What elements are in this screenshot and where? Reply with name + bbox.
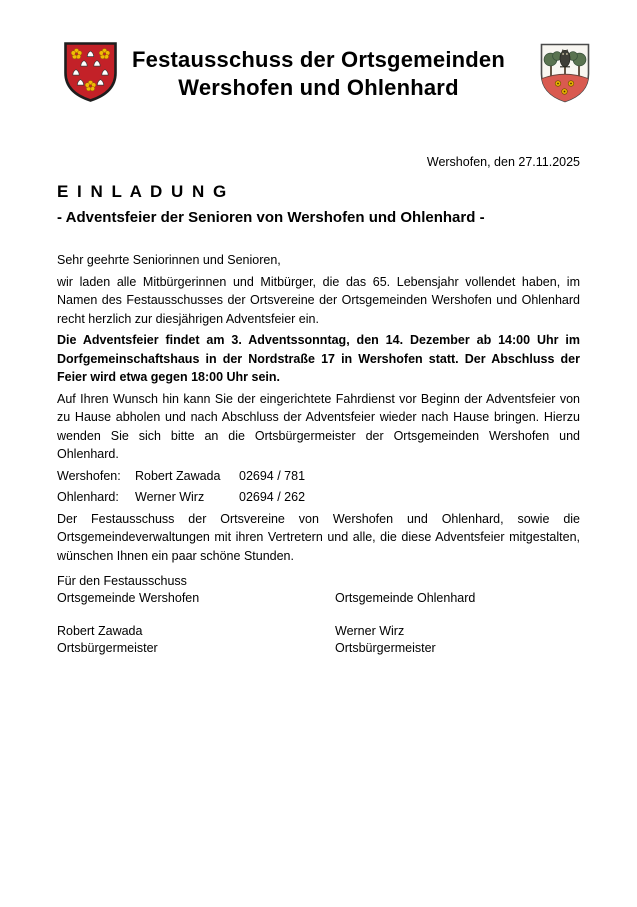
contact-row-ohlenhard <box>57 488 580 507</box>
signature-title-right: Ortsbürgermeister <box>335 641 436 655</box>
paragraph-closing: Der Festausschuss der Ortsvereine von Wershofen und Ohlenhard, sowie die Ortsgemeindeverwaltungen mit ihren Vertretern und alle, die diese Adventsfeier mitgestalten, wünschen Ihnen ein paar schöne Stunden. <box>57 511 580 563</box>
signature-intro: Für den Festausschuss <box>57 574 187 588</box>
invitation-subheading: - Adventsfeier der Senioren von Wershofen und Ohlenhard - <box>57 209 485 226</box>
contact-phone: 02694 / 262 <box>239 490 306 504</box>
contact-name: Robert Zawada <box>135 468 221 483</box>
letterhead-title-line2: Wershofen und Ohlenhard <box>178 75 459 100</box>
signature-block <box>57 573 580 657</box>
ohlenhard-coat-of-arms-icon <box>540 43 590 110</box>
body-text <box>57 251 580 565</box>
paragraph-shuttle: Auf Ihren Wunsch hin kann Sie der eingerichtete Fahrdienst vor Beginn der Adventsfeier von zu Hause abholen und nach Abschluss der Adventsfeier wieder nach Hause bringen. Hierzu wenden Sie sich bitte an die Ortsbürgermeister der Ortsgemeinden Wershofen und Ohlenhard. <box>57 391 580 461</box>
contact-phone: 02694 / 781 <box>239 468 306 483</box>
signature-municipality-ohlenhard: Ortsgemeinde Ohlenhard <box>335 591 476 605</box>
paragraph-details: Die Adventsfeier findet am 3. Adventssonntag, den 14. Dezember ab 14:00 Uhr im Dorfgemeinschaftshaus in der Nordstraße 17 in Wershofen statt. Der Abschluss der Feier wird etwa gegen 18:00 Uhr sein. <box>57 333 580 384</box>
signature-name-left: Robert Zawada <box>57 624 143 638</box>
contact-place: Ohlenhard: <box>57 490 119 504</box>
contact-place: Wershofen: <box>57 468 121 483</box>
signature-municipality-wershofen: Ortsgemeinde Wershofen <box>57 591 200 605</box>
contact-name: Werner Wirz <box>135 490 205 504</box>
letterhead-title-line1: Festausschuss der Ortsgemeinden <box>132 47 505 72</box>
signature-title-left: Ortsbürgermeister <box>57 641 158 655</box>
signature-name-right: Werner Wirz <box>335 624 405 638</box>
wershofen-coat-of-arms-icon <box>63 41 118 108</box>
letterhead <box>0 0 637 112</box>
contact-row-wershofen <box>57 467 580 486</box>
salutation: Sehr geehrte Seniorinnen und Senioren, <box>57 253 281 267</box>
paragraph-invite: wir laden alle Mitbürgerinnen und Mitbürger, die das 65. Lebensjahr vollendet haben, im Namen des Festausschusses der Ortsvereine der Ortsgemeinden Wershofen und Ohlenhard recht herzlich zur diesjährigen Adventsfeier ein. <box>57 274 580 326</box>
date-line: Wershofen, den 27.11.2025 <box>426 155 580 169</box>
signature-spacer <box>57 607 580 623</box>
letter-content <box>0 153 637 657</box>
invitation-heading: E I N L A D U N G <box>57 182 229 201</box>
